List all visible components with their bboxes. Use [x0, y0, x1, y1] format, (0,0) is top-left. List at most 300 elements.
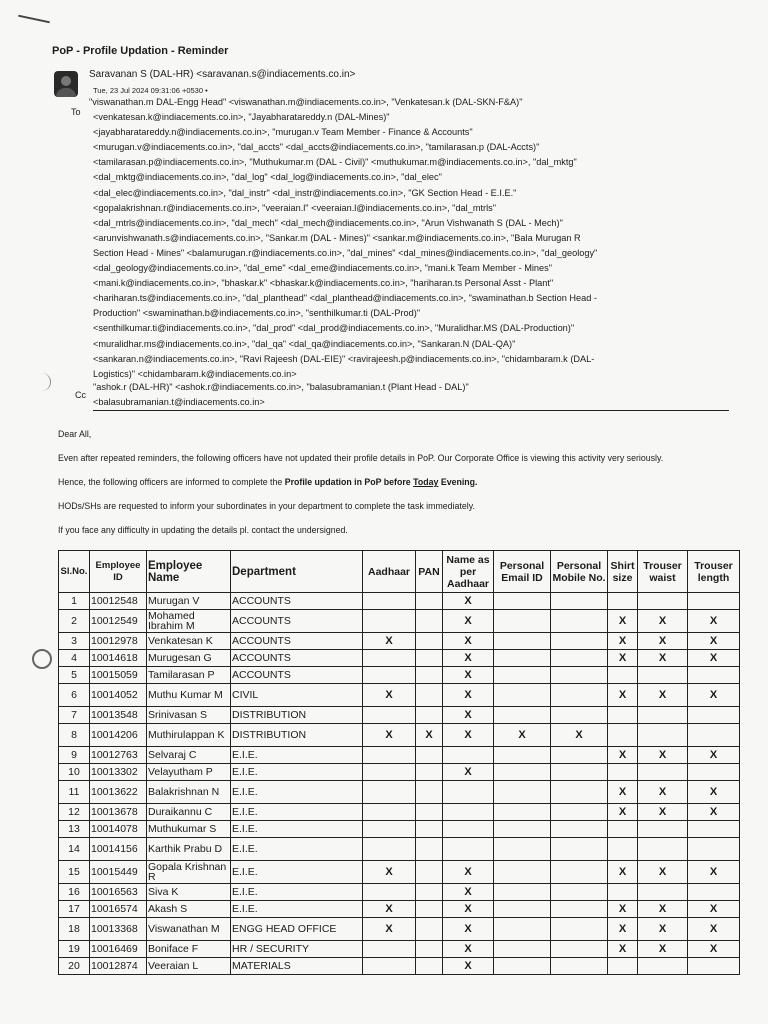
cell-shirt: X	[608, 804, 638, 821]
cell-name: Venkatesan K	[147, 633, 231, 650]
cell-waist: X	[638, 610, 688, 633]
table-row	[59, 838, 740, 861]
cell-mobile: X	[551, 724, 608, 747]
cell-mobile	[551, 650, 608, 667]
cell-pan	[416, 707, 443, 724]
cell-slno: 15	[59, 861, 90, 884]
cell-dept: E.I.E.	[231, 747, 363, 764]
cell-waist: X	[638, 747, 688, 764]
cell-name: Mohamed Ibrahim M	[147, 610, 231, 633]
cell-mobile	[551, 821, 608, 838]
cell-aadhaar	[363, 821, 416, 838]
cell-dept: ACCOUNTS	[231, 650, 363, 667]
cell-dept: E.I.E.	[231, 821, 363, 838]
cell-name-aadhaar: X	[443, 861, 494, 884]
cell-mobile	[551, 747, 608, 764]
cell-pan	[416, 781, 443, 804]
cell-email	[494, 650, 551, 667]
cell-length: X	[688, 781, 740, 804]
cell-shirt	[608, 821, 638, 838]
cell-empid: 10012874	[90, 958, 147, 975]
cell-aadhaar	[363, 804, 416, 821]
cell-pan	[416, 941, 443, 958]
col-header-waist: Trouser waist	[638, 551, 688, 593]
cell-shirt	[608, 707, 638, 724]
cell-email	[494, 884, 551, 901]
cell-dept: MATERIALS	[231, 958, 363, 975]
cell-email	[494, 764, 551, 781]
cell-name-aadhaar	[443, 804, 494, 821]
para2-intro: Hence, the following officers are informed to complete the	[58, 477, 285, 487]
cell-dept: E.I.E.	[231, 781, 363, 804]
cell-length: X	[688, 861, 740, 884]
table-body	[59, 593, 740, 975]
cell-email	[494, 958, 551, 975]
cell-length	[688, 667, 740, 684]
table-row	[59, 724, 740, 747]
cell-name-aadhaar: X	[443, 764, 494, 781]
cell-shirt	[608, 724, 638, 747]
cell-aadhaar: X	[363, 724, 416, 747]
cell-name-aadhaar: X	[443, 958, 494, 975]
cell-name: Balakrishnan N	[147, 781, 231, 804]
table-row	[59, 633, 740, 650]
pending-officers-table	[58, 550, 740, 975]
cell-email	[494, 861, 551, 884]
cell-dept: DISTRIBUTION	[231, 724, 363, 747]
cell-name: Muthu Kumar M	[147, 684, 231, 707]
cell-slno: 8	[59, 724, 90, 747]
table-row	[59, 821, 740, 838]
cell-name-aadhaar: X	[443, 667, 494, 684]
cell-waist: X	[638, 941, 688, 958]
table-header-row	[59, 551, 740, 593]
cell-aadhaar	[363, 884, 416, 901]
cell-waist	[638, 667, 688, 684]
cell-aadhaar: X	[363, 901, 416, 918]
cell-waist	[638, 821, 688, 838]
cell-dept: ACCOUNTS	[231, 633, 363, 650]
to-line: <hariharan.ts@indiacements.co.in>, "dal_planthead" <dal_planthead@indiacements.co.in>, "swaminathan.b Section Head -	[93, 293, 597, 304]
table-row	[59, 804, 740, 821]
cell-length	[688, 764, 740, 781]
cell-mobile	[551, 901, 608, 918]
email-body	[58, 428, 738, 548]
cell-name-aadhaar: X	[443, 884, 494, 901]
table-row	[59, 918, 740, 941]
cell-empid: 10013302	[90, 764, 147, 781]
cell-slno: 18	[59, 918, 90, 941]
to-line: <jayabharatareddy.n@indiacements.co.in>, "murugan.v Team Member - Finance & Accounts"	[93, 127, 473, 138]
email-date-text: Tue, 23 Jul 2024 09:31:06 +0530	[93, 86, 204, 95]
to-line: Section Head - Mines" <balamurugan.r@indiacements.co.in>, "dal_mines" <dal_mines@indiacements.co.in>, "dal_geology"	[93, 247, 598, 258]
cell-pan	[416, 667, 443, 684]
cell-pan	[416, 884, 443, 901]
to-line: Production" <swaminathan.b@indiacements.co.in>, "senthilkumar.ti (DAL-Prod)"	[93, 308, 421, 319]
cell-aadhaar	[363, 941, 416, 958]
to-line: <dal_geology@indiacements.co.in>, "dal_eme" <dal_eme@indiacements.co.in>, "mani.k Team Member - Mines"	[93, 263, 552, 274]
cell-shirt: X	[608, 941, 638, 958]
cell-aadhaar	[363, 707, 416, 724]
cell-dept: HR / SECURITY	[231, 941, 363, 958]
table-row	[59, 667, 740, 684]
cell-length	[688, 724, 740, 747]
cell-email: X	[494, 724, 551, 747]
cell-length: X	[688, 684, 740, 707]
greeting: Dear All,	[58, 429, 92, 439]
col-header-aadhaar: Aadhaar	[363, 551, 416, 593]
cell-empid: 10016574	[90, 901, 147, 918]
table-row	[59, 861, 740, 884]
cell-shirt	[608, 764, 638, 781]
cell-empid: 10013368	[90, 918, 147, 941]
cell-slno: 14	[59, 838, 90, 861]
cell-waist	[638, 884, 688, 901]
cell-empid: 10012549	[90, 610, 147, 633]
table-row	[59, 707, 740, 724]
to-line: <mani.k@indiacements.co.in>, "bhaskar.k" <bhaskar.k@indiacements.co.in>, "hariharan.ts Personal Asst - Plant"	[93, 278, 554, 289]
cell-name-aadhaar: X	[443, 918, 494, 941]
cell-empid: 10013548	[90, 707, 147, 724]
cell-waist: X	[638, 781, 688, 804]
cell-mobile	[551, 781, 608, 804]
cell-email	[494, 633, 551, 650]
binder-hole-mark	[32, 649, 52, 669]
cell-shirt: X	[608, 610, 638, 633]
cell-dept: E.I.E.	[231, 838, 363, 861]
cell-name-aadhaar: X	[443, 650, 494, 667]
cell-shirt: X	[608, 781, 638, 804]
cell-length: X	[688, 747, 740, 764]
cell-dept: CIVIL	[231, 684, 363, 707]
table-row	[59, 747, 740, 764]
email-date: Tue, 23 Jul 2024 09:31:06 +0530 •	[93, 86, 208, 95]
cell-name-aadhaar: X	[443, 901, 494, 918]
table-row	[59, 781, 740, 804]
col-header-shirt: Shirt size	[608, 551, 638, 593]
cell-aadhaar	[363, 667, 416, 684]
cell-mobile	[551, 918, 608, 941]
col-header-mobile: Personal Mobile No.	[551, 551, 608, 593]
para2-today: Today	[413, 477, 439, 487]
cell-shirt: X	[608, 684, 638, 707]
cell-email	[494, 707, 551, 724]
cell-mobile	[551, 593, 608, 610]
cell-slno: 4	[59, 650, 90, 667]
cell-pan	[416, 650, 443, 667]
cell-email	[494, 918, 551, 941]
cell-pan	[416, 958, 443, 975]
cell-slno: 20	[59, 958, 90, 975]
header-divider	[93, 410, 729, 411]
cell-name: Selvaraj C	[147, 747, 231, 764]
cell-name-aadhaar: X	[443, 707, 494, 724]
cell-empid: 10014618	[90, 650, 147, 667]
cell-slno: 11	[59, 781, 90, 804]
cell-empid: 10016469	[90, 941, 147, 958]
cell-name: Duraikannu C	[147, 804, 231, 821]
table-row	[59, 650, 740, 667]
sender-avatar	[54, 71, 78, 97]
table-row	[59, 593, 740, 610]
cell-pan	[416, 764, 443, 781]
cell-name: Tamilarasan P	[147, 667, 231, 684]
cell-empid: 10014156	[90, 838, 147, 861]
cell-mobile	[551, 684, 608, 707]
cell-waist	[638, 838, 688, 861]
avatar-shoulders-shape	[56, 88, 76, 97]
cell-dept: ACCOUNTS	[231, 593, 363, 610]
cell-name-aadhaar	[443, 838, 494, 861]
cell-pan	[416, 861, 443, 884]
cell-slno: 3	[59, 633, 90, 650]
cell-name: Boniface F	[147, 941, 231, 958]
cell-email	[494, 593, 551, 610]
cell-name-aadhaar: X	[443, 724, 494, 747]
cell-name-aadhaar: X	[443, 684, 494, 707]
cell-dept: E.I.E.	[231, 861, 363, 884]
cell-mobile	[551, 941, 608, 958]
cell-length: X	[688, 610, 740, 633]
table-row	[59, 884, 740, 901]
cell-aadhaar: X	[363, 861, 416, 884]
col-header-dept: Department	[231, 551, 363, 593]
cell-name: Viswanathan M	[147, 918, 231, 941]
cell-dept: E.I.E.	[231, 764, 363, 781]
cell-shirt: X	[608, 901, 638, 918]
cell-shirt	[608, 838, 638, 861]
cell-email	[494, 941, 551, 958]
cell-shirt: X	[608, 650, 638, 667]
col-header-length: Trouser length	[688, 551, 740, 593]
cell-name: Murugan V	[147, 593, 231, 610]
cell-email	[494, 667, 551, 684]
cell-name: Murugesan G	[147, 650, 231, 667]
cell-waist	[638, 724, 688, 747]
cell-length: X	[688, 650, 740, 667]
cell-name: Akash S	[147, 901, 231, 918]
cell-mobile	[551, 838, 608, 861]
col-header-name: Employee Name	[147, 551, 231, 593]
cell-dept: DISTRIBUTION	[231, 707, 363, 724]
cell-mobile	[551, 764, 608, 781]
cell-waist: X	[638, 918, 688, 941]
cell-mobile	[551, 958, 608, 975]
to-line: <tamilarasan.p@indiacements.co.in>, "Muthukumar.m (DAL - Civil)" <muthukumar.m@indiacements.co.in>, "dal_mktg"	[93, 157, 577, 168]
cell-slno: 17	[59, 901, 90, 918]
cell-mobile	[551, 884, 608, 901]
cell-email	[494, 684, 551, 707]
cell-length: X	[688, 804, 740, 821]
cell-aadhaar: X	[363, 684, 416, 707]
cell-waist: X	[638, 633, 688, 650]
cell-aadhaar	[363, 650, 416, 667]
cell-length: X	[688, 918, 740, 941]
para2-bold: Profile updation in PoP before	[284, 477, 414, 487]
table-row	[59, 958, 740, 975]
cell-aadhaar	[363, 781, 416, 804]
cell-empid: 10015059	[90, 667, 147, 684]
cell-aadhaar	[363, 747, 416, 764]
cell-dept: ENGG HEAD OFFICE	[231, 918, 363, 941]
cell-slno: 19	[59, 941, 90, 958]
cell-name-aadhaar: X	[443, 941, 494, 958]
cell-aadhaar: X	[363, 633, 416, 650]
cell-slno: 7	[59, 707, 90, 724]
cell-waist	[638, 764, 688, 781]
cell-mobile	[551, 861, 608, 884]
avatar-head-shape	[61, 76, 71, 86]
cell-pan	[416, 804, 443, 821]
body-paragraph-1: Even after repeated reminders, the following officers have not updated their profile details in PoP. Our Corporate Office is viewing this activity very seriously.	[58, 453, 664, 463]
cell-shirt: X	[608, 861, 638, 884]
cell-pan	[416, 838, 443, 861]
to-line: "viswanathan.m DAL-Engg Head" <viswanathan.m@indiacements.co.in>, "Venkatesan.k (DAL-SKN-F&A)"	[89, 97, 523, 107]
cell-slno: 9	[59, 747, 90, 764]
cell-length	[688, 821, 740, 838]
table-row	[59, 610, 740, 633]
cell-name-aadhaar: X	[443, 593, 494, 610]
cell-empid: 10016563	[90, 884, 147, 901]
cell-mobile	[551, 707, 608, 724]
email-subject: PoP - Profile Updation - Reminder	[52, 45, 229, 57]
cell-empid: 10014052	[90, 684, 147, 707]
cell-name-aadhaar	[443, 747, 494, 764]
col-header-pan: PAN	[416, 551, 443, 593]
page-curl-mark	[38, 373, 51, 391]
cell-email	[494, 901, 551, 918]
cell-waist: X	[638, 650, 688, 667]
cell-length: X	[688, 901, 740, 918]
to-recipients	[89, 95, 729, 382]
cell-pan	[416, 747, 443, 764]
cell-name: Muthukumar S	[147, 821, 231, 838]
cell-empid: 10012978	[90, 633, 147, 650]
cell-waist	[638, 593, 688, 610]
cell-length: X	[688, 633, 740, 650]
cell-aadhaar	[363, 838, 416, 861]
cell-mobile	[551, 610, 608, 633]
cell-aadhaar	[363, 610, 416, 633]
cell-waist: X	[638, 861, 688, 884]
to-line: <muralidhar.ms@indiacements.co.in>, "dal_qa" <dal_qa@indiacements.co.in>, "Sankaran.N (DAL-QA)"	[93, 338, 516, 349]
cell-email	[494, 747, 551, 764]
cell-pan	[416, 593, 443, 610]
cell-dept: ACCOUNTS	[231, 667, 363, 684]
cell-slno: 2	[59, 610, 90, 633]
cell-shirt	[608, 958, 638, 975]
cell-empid: 10015449	[90, 861, 147, 884]
col-header-empid: Employee ID	[90, 551, 147, 593]
cell-pan: X	[416, 724, 443, 747]
to-line: <sankaran.n@indiacements.co.in>, "Ravi Rajeesh (DAL-EIE)" <ravirajeesh.p@indiacements.co.in>, "chidambaram.k (DAL-	[93, 353, 595, 364]
cell-aadhaar	[363, 593, 416, 610]
cell-slno: 12	[59, 804, 90, 821]
cell-empid: 10014206	[90, 724, 147, 747]
cell-waist: X	[638, 684, 688, 707]
cell-dept: E.I.E.	[231, 884, 363, 901]
cell-waist: X	[638, 804, 688, 821]
cell-aadhaar: X	[363, 918, 416, 941]
to-line: Logistics)" <chidambaram.k@indiacements.co.in>	[93, 368, 297, 379]
cell-email	[494, 781, 551, 804]
cell-name: Gopala Krishnan R	[147, 861, 231, 884]
cell-slno: 6	[59, 684, 90, 707]
cell-length	[688, 884, 740, 901]
cell-waist	[638, 707, 688, 724]
col-header-name-aadhaar: Name as per Aadhaar	[443, 551, 494, 593]
pen-mark	[18, 15, 50, 24]
cell-email	[494, 821, 551, 838]
table-row	[59, 684, 740, 707]
cell-name: Karthik Prabu D	[147, 838, 231, 861]
body-paragraph-2	[58, 476, 738, 488]
cell-aadhaar	[363, 958, 416, 975]
cell-pan	[416, 633, 443, 650]
to-line: <murugan.v@indiacements.co.in>, "dal_accts" <dal_accts@indiacements.co.in>, "tamilarasan.p (DAL-Accts)"	[93, 142, 540, 153]
cell-shirt	[608, 593, 638, 610]
cell-length	[688, 707, 740, 724]
cell-length	[688, 838, 740, 861]
cell-length	[688, 593, 740, 610]
cell-pan	[416, 918, 443, 941]
cell-name-aadhaar: X	[443, 633, 494, 650]
col-header-slno: Sl.No.	[59, 551, 90, 593]
cell-pan	[416, 610, 443, 633]
cell-name-aadhaar	[443, 821, 494, 838]
body-paragraph-4: If you face any difficulty in updating the details pl. contact the undersigned.	[58, 525, 348, 535]
cell-aadhaar	[363, 764, 416, 781]
cell-dept: E.I.E.	[231, 804, 363, 821]
cell-dept: E.I.E.	[231, 901, 363, 918]
cell-shirt: X	[608, 747, 638, 764]
cell-name: Velayutham P	[147, 764, 231, 781]
cell-shirt: X	[608, 633, 638, 650]
cell-empid: 10012763	[90, 747, 147, 764]
to-line: <senthilkumar.ti@indiacements.co.in>, "dal_prod" <dal_prod@indiacements.co.in>, "Muralidhar.MS (DAL-Production)"	[93, 323, 575, 334]
cell-empid: 10014078	[90, 821, 147, 838]
email-sender: Saravanan S (DAL-HR) <saravanan.s@indiacements.co.in>	[89, 69, 356, 80]
cell-slno: 1	[59, 593, 90, 610]
cc-line: <balasubramanian.t@indiacements.co.in>	[93, 397, 265, 407]
cell-email	[494, 838, 551, 861]
cell-name: Srinivasan S	[147, 707, 231, 724]
cc-label: Cc	[75, 390, 86, 400]
cell-slno: 13	[59, 821, 90, 838]
cell-waist	[638, 958, 688, 975]
col-header-email: Personal Email ID	[494, 551, 551, 593]
cell-shirt: X	[608, 918, 638, 941]
cell-shirt	[608, 884, 638, 901]
cell-empid: 10013678	[90, 804, 147, 821]
cell-empid: 10013622	[90, 781, 147, 804]
cell-pan	[416, 901, 443, 918]
cell-pan	[416, 821, 443, 838]
cell-name-aadhaar	[443, 781, 494, 804]
to-line: <venkatesan.k@indiacements.co.in>, "Jayabharatareddy.n (DAL-Mines)"	[93, 112, 390, 123]
cell-mobile	[551, 667, 608, 684]
cell-slno: 10	[59, 764, 90, 781]
cell-empid: 10012548	[90, 593, 147, 610]
cell-slno: 5	[59, 667, 90, 684]
cell-name: Muthirulappan K	[147, 724, 231, 747]
cell-email	[494, 610, 551, 633]
to-line: <dal_mtrls@indiacements.co.in>, "dal_mech" <dal_mech@indiacements.co.in>, "Arun Vishwanath S (DAL - Mech)"	[93, 217, 563, 228]
cc-recipients	[93, 380, 733, 410]
cell-slno: 16	[59, 884, 90, 901]
to-line: <dal_elec@indiacements.co.in>, "dal_instr" <dal_instr@indiacements.co.in>, "GK Section Head - E.I.E."	[93, 187, 517, 198]
cell-name: Veeraian L	[147, 958, 231, 975]
